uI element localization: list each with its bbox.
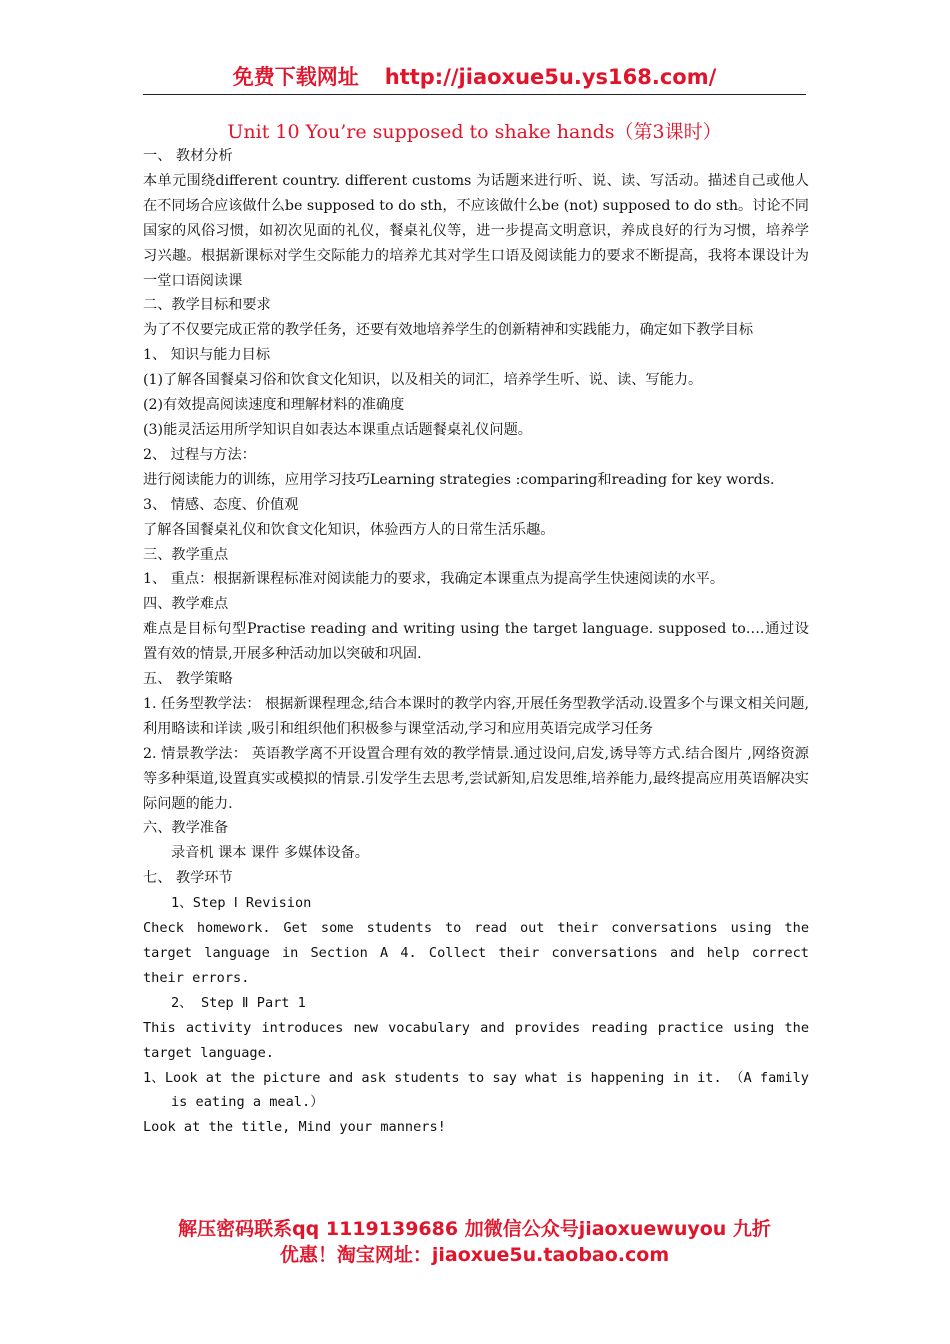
step-heading: 1、Step Ⅰ Revision [171, 895, 312, 912]
section-heading: 四、教学难点 [143, 596, 229, 613]
paragraph: 进行阅读能力的训练，应用学习技巧Learning strategies :comparing和reading for key words. [143, 471, 775, 488]
sub-heading: 3、 情感、态度、价值观 [143, 496, 299, 513]
section-heading: 五、 教学策略 [143, 671, 233, 688]
paragraph: Check homework. Get some students to read out their conversations using the target language in Section A 4. Collect their conversations and help correct their errors. [143, 920, 809, 986]
paragraph: 1. 任务型教学法： 根据新课程理念,结合本课时的教学内容,开展任务型教学活动.设置多个与课文相关问题,利用略读和详读 ,吸引和组织他们积极参与课堂活动,学习和应用英语完成学习任务 [143, 695, 809, 737]
list-item: 1、Look at the picture and ask students to say what is happening in it. （A family is eating a meal.） [143, 1069, 809, 1111]
paragraph: 为了不仅要完成正常的教学任务，还要有效地培养学生的创新精神和实践能力，确定如下教学目标 [143, 322, 754, 339]
paragraph: 1、 重点：根据新课程标准对阅读能力的要求，我确定本课重点为提高学生快速阅读的水平。 [143, 571, 725, 588]
header-label: 免费下载网址 [232, 65, 359, 89]
download-header [143, 62, 806, 92]
footer-line: 解压密码联系qq 1119139686 加微信公众号jiaoxuewuyou 九折 [178, 1218, 771, 1240]
paragraph: 录音机 课本 课件 多媒体设备。 [171, 845, 369, 862]
sub-heading: 1、 知识与能力目标 [143, 347, 271, 364]
header-divider [143, 94, 806, 95]
section-heading: 七、 教学环节 [143, 870, 233, 887]
paragraph: 了解各国餐桌礼仪和饮食文化知识，体验西方人的日常生活乐趣。 [143, 521, 555, 538]
promo-footer [143, 1216, 806, 1268]
header-url-link[interactable]: http://jiaoxue5u.ys168.com/ [384, 65, 717, 89]
paragraph: 2. 情景教学法： 英语教学离不开设置合理有效的教学情景.通过设问,启发,诱导等方式.结合图片 ,网络资源等多种渠道,设置真实或模拟的情景.引发学生去思考,尝试新知,启发思维,培养能力,最终提高应用英语解决实际问题的能力. [143, 745, 809, 812]
section-heading: 六、教学准备 [143, 820, 229, 837]
paragraph: Look at the title, Mind your manners! [143, 1119, 446, 1136]
section-heading: 二、教学目标和要求 [143, 297, 271, 314]
list-item: (1)了解各国餐桌习俗和饮食文化知识，以及相关的词汇，培养学生听、说、读、写能力。 [143, 372, 703, 389]
list-item: (3)能灵活运用所学知识自如表达本课重点话题餐桌礼仪问题。 [143, 421, 532, 438]
section-heading: 一、 教材分析 [143, 148, 233, 164]
page-title: Unit 10 You’re supposed to shake hands（第3课时） [227, 121, 722, 143]
section-heading: 三、教学重点 [143, 546, 229, 563]
footer-line: 优惠！淘宝网址：jiaoxue5u.taobao.com [279, 1244, 670, 1266]
paragraph: 难点是目标句型Practise reading and writing using the target language. supposed to….通过设置有效的情景,开展多种活动加以突破和巩固. [143, 621, 809, 663]
list-item: (2)有效提高阅读速度和理解材料的准确度 [143, 397, 405, 414]
sub-heading: 2、 过程与方法： [143, 446, 256, 463]
step-heading: 2、 Step Ⅱ Part 1 [171, 994, 306, 1011]
paragraph: This activity introduces new vocabulary and provides reading practice using the target language. [143, 1019, 809, 1061]
lesson-plan-body [143, 144, 809, 1140]
paragraph: 本单元围绕different country. different customs 为话题来进行听、说、读、写活动。描述自己或他人在不同场合应该做什么be supposed to do sth，不应该做什么be (not) supposed to do sth。讨论不同国家的风俗习惯，如初次见面的礼仪，餐桌礼仪等，进一步提高文明意识，养成良好的行为习惯，培养学习兴趣。根据新课标对学生交际能力的培养尤其对学生口语及阅读能力的要求不断提高，我将本课设计为一堂口语阅读课 [143, 172, 809, 289]
